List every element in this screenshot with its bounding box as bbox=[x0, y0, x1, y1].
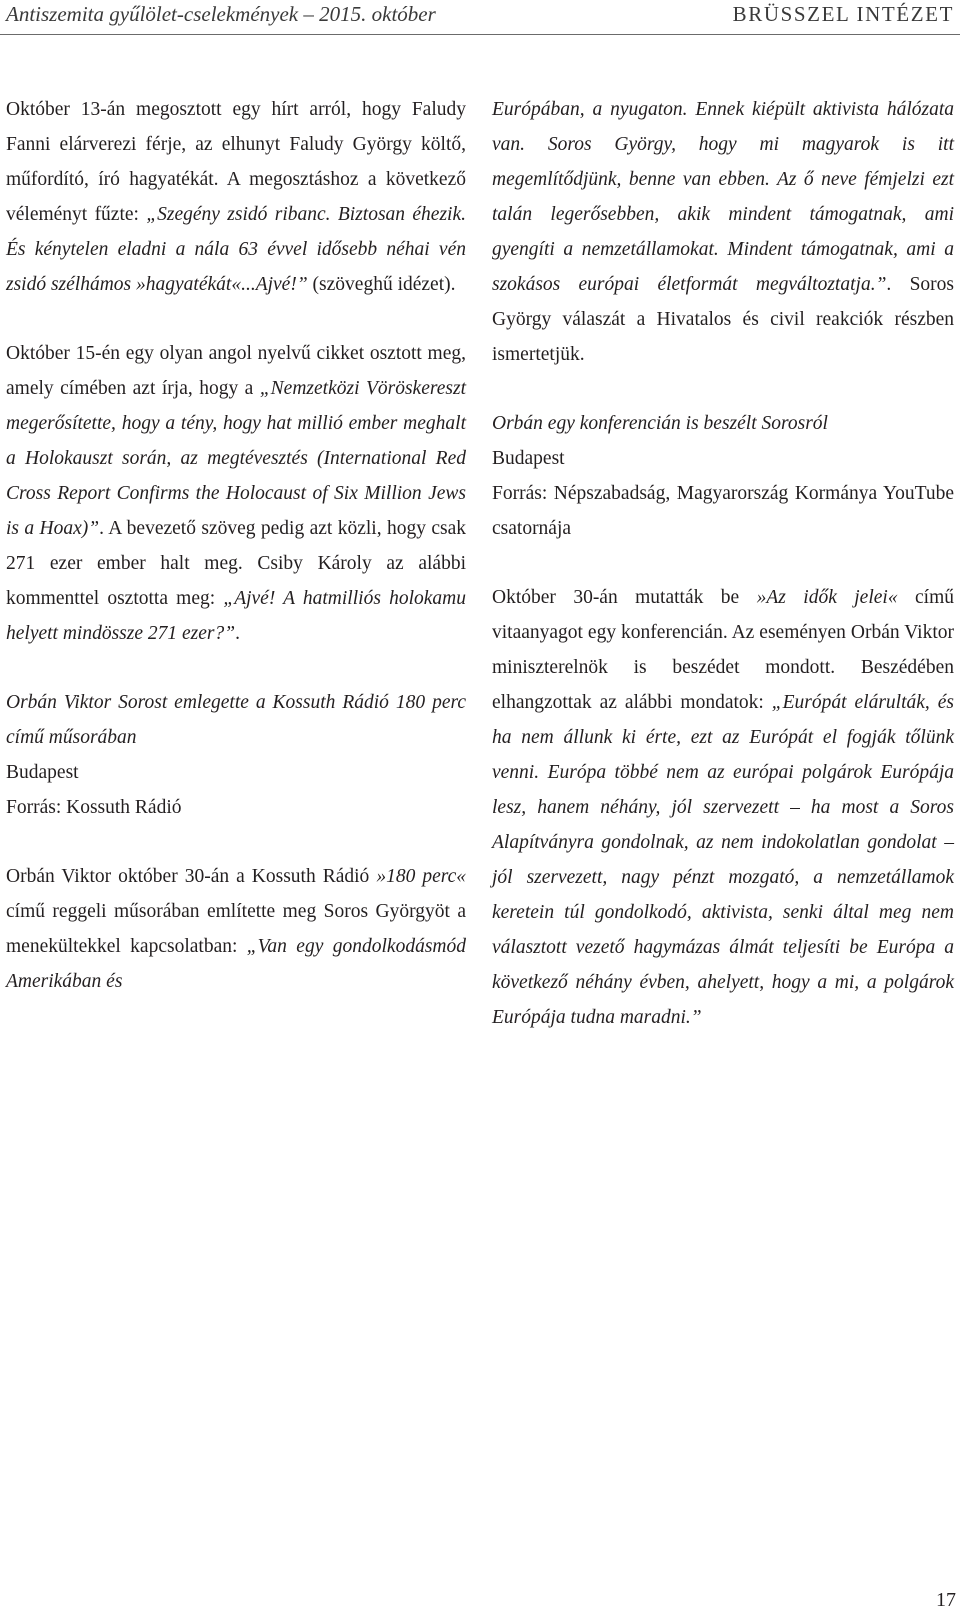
header-title: Antiszemita gyűlölet-cselekmények – 2015. október bbox=[6, 2, 436, 26]
paragraph-text: . A bevezető szöveg pedig azt közli, hogy csak 271 ezer ember halt meg. Csiby Károly az alábbi kommenttel osztotta meg: bbox=[6, 518, 466, 609]
paragraph-faludy bbox=[6, 92, 466, 302]
header-divider bbox=[0, 34, 960, 35]
section-heading-block bbox=[492, 406, 954, 546]
paragraph-text: Október 15-én egy olyan angol nyelvű cikket osztott meg, amely címében azt írja, hogy a bbox=[6, 343, 466, 399]
paragraph-text: Október 13-án megosztott egy hírt arról, hogy Faludy Fanni elárverezi férje, az elhunyt Faludy György költő, műfordító, író hagyatékát. A megosztáshoz a következő véleményt fűzte: bbox=[6, 99, 466, 225]
section-location: Budapest bbox=[6, 762, 79, 783]
paragraph-text: című reggeli műsorában említette meg Soros Györgyöt a menekültekkel kapcsolatban: bbox=[6, 901, 466, 957]
quote-text: „Európát elárulták, és ha nem állunk ki érte, ezt az Európát el fogják tőlünk venni. Európa többé nem az európai polgárok Európája lesz, hanem néhány, jól szervezett – ha most a Soros Alapítványra gondolnak, az nem indokolatlan gondolat – jól szervezett, nagy pénzt mozgató, a nemzetállamok keretein túl gondolkodó, aktivista, senki által meg nem választott vezető hagymázas álmát teljesíti be Európa a következő néhány évben, ahelyett, hogy a mi, a polgárok Európája tudna maradni.” bbox=[492, 692, 954, 1028]
quote-text: „Van egy gondolkodásmód Amerikában és bbox=[6, 936, 466, 992]
paragraph-text: Október 30-án mutatták be bbox=[492, 587, 757, 608]
header-publisher: BRÜSSZEL INTÉZET bbox=[732, 2, 954, 26]
paragraph-text: . Soros György válaszát a Hivatalos és civil reakciók részben ismertetjük. bbox=[492, 274, 954, 365]
paragraph-soros-continued bbox=[492, 92, 954, 372]
paragraph-holocaust-article bbox=[6, 336, 466, 651]
paragraph-text: Orbán Viktor október 30-án a Kossuth Rádió bbox=[6, 866, 377, 887]
paragraph-text: . bbox=[235, 623, 240, 644]
quote-text: »180 perc« bbox=[376, 866, 466, 887]
page-number: 17 bbox=[936, 1589, 956, 1611]
section-source: Forrás: Népszabadság, Magyarország Kormánya YouTube csatornája bbox=[492, 483, 954, 539]
right-column bbox=[492, 92, 954, 1035]
paragraph-conference bbox=[492, 580, 954, 1035]
left-column bbox=[6, 92, 466, 999]
quote-text: „Nemzetközi Vöröskereszt megerősítette, hogy a tény, hogy hat millió ember meghalt a Holokauszt során, az megtévesztés (International Red Cross Report Confirms the Holocaust of Six Million Jews is a Hoax)” bbox=[6, 378, 466, 539]
section-location: Budapest bbox=[492, 448, 565, 469]
quote-text: Európában, a nyugaton. Ennek kiépült aktivista hálózata van. Soros György, hogy mi magyarok is itt megemlítődjünk, benne van ebben. Az ő neve fémjelzi ezt talán legerősebben, akik mindent támogatnak, ami gyengíti a nemzetállamokat. Mindent támogatnak, ami a szokásos európai életformát megváltoztatja.” bbox=[492, 99, 954, 295]
running-header bbox=[0, 0, 960, 36]
section-title: Orbán egy konferencián is beszélt Sorosról bbox=[492, 413, 828, 434]
paragraph-text: című vitaanyagot egy konferencián. Az eseményen Orbán Viktor miniszterelnök is beszédet mondott. Beszédében elhangzottak az alábbi mondatok: bbox=[492, 587, 955, 713]
quote-text: »Az idők jelei« bbox=[756, 587, 898, 608]
paragraph-text: (szöveghű idézet). bbox=[307, 274, 456, 295]
section-heading-block bbox=[6, 685, 466, 825]
section-title: Orbán Viktor Sorost emlegette a Kossuth Rádió 180 perc című műsorában bbox=[6, 692, 466, 748]
paragraph-kossuth-radio bbox=[6, 859, 466, 999]
quote-text: „Szegény zsidó ribanc. Biztosan éhezik. És kénytelen eladni a nála 63 évvel idősebb néhai vén zsidó szélhámos »hagyatékát«...Ajvé!” bbox=[6, 204, 466, 295]
quote-text: „Ajvé! A hatmilliós holokamu helyett mindössze 271 ezer?” bbox=[6, 588, 466, 644]
section-source: Forrás: Kossuth Rádió bbox=[6, 797, 182, 818]
